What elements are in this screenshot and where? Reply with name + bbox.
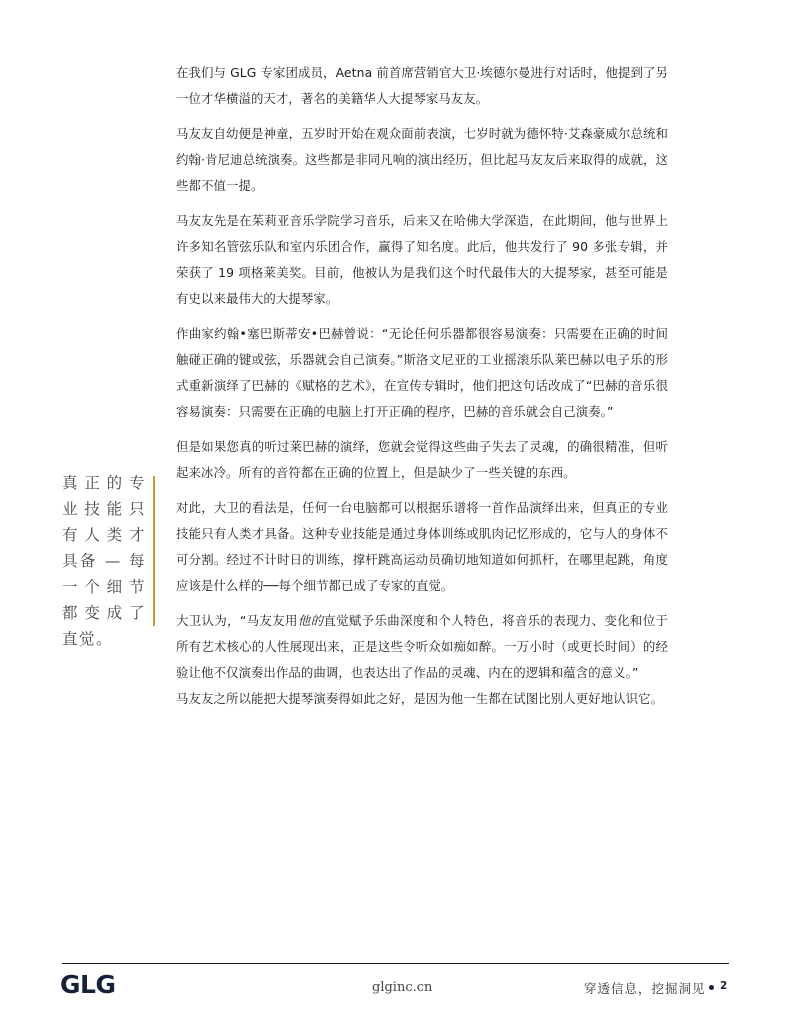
bullet-dot-icon: [709, 985, 714, 990]
quote-italic: 他的: [297, 613, 324, 628]
pull-quote: 真正的专业技能只有人类才具备 — 每一个细节都变成了直觉。: [62, 474, 146, 648]
quote-before: 大卫认为，“马友友用: [176, 613, 298, 628]
quote-after: 直觉赋予乐曲深度和个人特色，将音乐的表现力、变化和位于所有艺术核心的人性展现出来，正是这些令听众如痴如醉。一万小时（或更长时间）的经验让他不仅演奏出作品的曲调，也表达出了作品的灵魂、内在的逻辑和蕴含的意义。”: [176, 613, 669, 680]
article-body: [176, 60, 668, 721]
paragraph-bach: 作曲家约翰•塞巴斯蒂安•巴赫曾说：“无论任何乐器都很容易演奏：只需要在正确的时间触碰正确的键或弦，乐器就会自己演奏。”斯洛文尼亚的工业摇滚乐队莱巴赫以电子乐的形式重新演绎了巴赫的《赋格的艺术》，在宣传专辑时，他们把这句话改成了“巴赫的音乐很容易演奏：只需要在正确的电脑上打开正确的程序，巴赫的音乐就会自己演奏。”: [176, 326, 668, 419]
glg-logo: GLG: [60, 970, 116, 999]
paragraph-laibach: 但是如果您真的听过莱巴赫的演绎，您就会觉得这些曲子失去了灵魂，的确很精准，但听起来冰冷。所有的音符都在正确的位置上，但是缺少了一些关键的东西。: [176, 439, 668, 480]
footer-divider: [62, 963, 729, 964]
footer-website-link[interactable]: glginc.cn: [372, 980, 433, 995]
paragraph-expertise: 对此，大卫的看法是，任何一台电脑都可以根据乐谱将一首作品演绎出来，但真正的专业技能只有人类才具备。这种专业技能是通过身体训练或肌肉记忆形成的，它与人的身体不可分割。经过不计时日的训练，撑杆跳高运动员确切地知道如何抓杆，在哪里起跳，角度应该是什么样的──每个细节都已成了专家的直觉。: [176, 500, 668, 593]
footer-slogan: 穿透信息，挖掘洞见: [584, 981, 706, 996]
paragraph-closing: 马友友之所以能把大提琴演奏得如此之好，是因为他一生都在试图比别人更好地认识它。: [176, 691, 664, 706]
paragraph-career: 马友友先是在茱莉亚音乐学院学习音乐，后来又在哈佛大学深造，在此期间，他与世界上许多知名管弦乐队和室内乐团合作，赢得了知名度。此后，他共发行了 90 多张专辑，并荣获了 19 项格莱美奖。目前，他被认为是我们这个时代最伟大的大提琴家，甚至可能是有史以来最伟大的大提琴家。: [176, 213, 668, 306]
paragraph-intro: 在我们与 GLG 专家团成员，Aetna 前首席营销官大卫·埃德尔曼进行对话时，他提到了另一位才华横溢的天才，著名的美籍华人大提琴家马友友。: [176, 65, 668, 106]
page-number: 2: [720, 980, 728, 992]
paragraph-prodigy: 马友友自幼便是神童，五岁时开始在观众面前表演，七岁时就为德怀特·艾森豪威尔总统和约翰·肯尼迪总统演奏。这些都是非同凡响的演出经历，但比起马友友后来取得的成就，这些都不值一提。: [176, 126, 668, 193]
paragraph-david-quote: [176, 608, 668, 686]
pull-quote-accent-bar: [153, 476, 155, 626]
